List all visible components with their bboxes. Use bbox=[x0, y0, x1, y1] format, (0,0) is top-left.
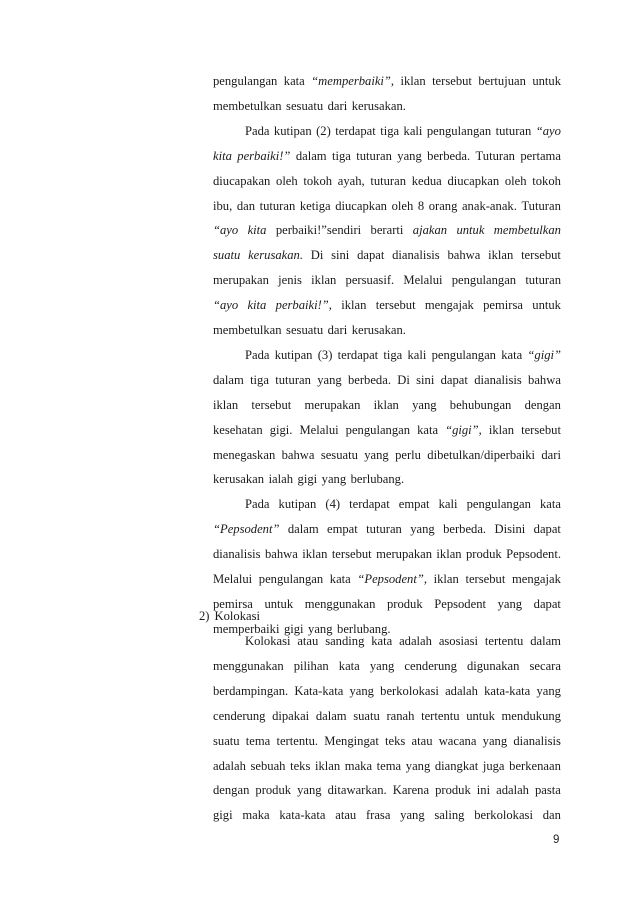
word: dari bbox=[541, 447, 561, 462]
text-line bbox=[213, 293, 561, 317]
word: pertama bbox=[520, 148, 561, 163]
word: kutipan bbox=[274, 347, 313, 362]
word: kata bbox=[329, 572, 351, 586]
word: ayah, bbox=[337, 173, 365, 188]
text-line bbox=[213, 467, 561, 491]
word: bahwa bbox=[528, 372, 561, 387]
text-line bbox=[213, 704, 561, 728]
text-line bbox=[213, 69, 561, 93]
word: tertentu bbox=[484, 634, 524, 648]
word: juga bbox=[482, 758, 505, 773]
word: ditawarkan. bbox=[327, 783, 387, 798]
word: cenderung bbox=[213, 708, 266, 723]
word: kedua bbox=[411, 173, 442, 188]
word: ranah bbox=[386, 708, 415, 723]
word: yang bbox=[400, 808, 425, 823]
word: adalah bbox=[496, 783, 529, 798]
text-line bbox=[245, 119, 561, 143]
text-line bbox=[213, 194, 561, 218]
word: kita bbox=[247, 298, 267, 313]
word: Mengingat bbox=[324, 733, 379, 748]
word: kita bbox=[213, 148, 232, 163]
word: tuturan bbox=[495, 123, 532, 138]
word: ini bbox=[476, 783, 491, 798]
word: yang bbox=[308, 621, 333, 636]
word: pengulangan bbox=[466, 497, 531, 512]
word: diucapkan bbox=[335, 198, 387, 213]
word: terdapat bbox=[335, 123, 376, 138]
word: kita bbox=[247, 223, 267, 238]
word: dengan bbox=[524, 397, 561, 412]
word: 8 bbox=[417, 198, 425, 213]
word: empat bbox=[398, 497, 430, 512]
word: kata-kata bbox=[484, 683, 531, 698]
word: iklan bbox=[488, 248, 514, 263]
page-number: 9 bbox=[553, 834, 560, 846]
word: jenis bbox=[278, 273, 302, 288]
word: gigi bbox=[283, 621, 304, 636]
word: digunakan bbox=[466, 658, 520, 673]
word: berkolokasi bbox=[380, 683, 439, 698]
word: tersebut bbox=[251, 397, 292, 412]
word: yang bbox=[349, 683, 374, 698]
word: iklan bbox=[314, 758, 341, 773]
word: teks bbox=[290, 758, 311, 773]
word: merupakan bbox=[213, 273, 269, 288]
word: sebuah bbox=[250, 758, 286, 773]
word: adalah bbox=[445, 683, 478, 698]
word: Di bbox=[310, 248, 324, 263]
word: Di bbox=[397, 372, 410, 387]
word: tertentu bbox=[421, 708, 460, 723]
word: pengulangan bbox=[213, 74, 278, 88]
word: mengajak bbox=[424, 298, 474, 313]
word: “gigi” bbox=[527, 347, 561, 362]
word: tiga bbox=[383, 347, 403, 362]
word: persuasif. bbox=[345, 273, 395, 288]
word: membetulkan bbox=[493, 223, 561, 238]
word: mendukung bbox=[501, 708, 561, 723]
word: yang bbox=[397, 148, 422, 163]
word: bahwa bbox=[264, 547, 298, 562]
word: maka bbox=[344, 758, 373, 773]
word: wacana bbox=[438, 733, 477, 748]
word: tersebut bbox=[521, 422, 561, 437]
word: sanding bbox=[325, 634, 365, 648]
word: (3) bbox=[317, 347, 333, 362]
word: anak-anak. bbox=[461, 198, 517, 213]
word: dapat bbox=[533, 596, 561, 611]
word: pengulangan bbox=[431, 347, 496, 362]
text-line bbox=[213, 318, 561, 342]
word: bahwa bbox=[447, 248, 481, 263]
word: iklan bbox=[400, 74, 426, 88]
word: tema bbox=[376, 758, 402, 773]
text-line bbox=[213, 679, 561, 703]
text-line bbox=[213, 268, 561, 292]
word: untuk bbox=[532, 298, 561, 313]
section-heading bbox=[199, 604, 265, 628]
word: berkolokasi bbox=[474, 808, 533, 823]
word: dari bbox=[327, 98, 348, 113]
word: Kolokasi bbox=[245, 634, 291, 648]
word: dengan bbox=[213, 783, 250, 798]
word: (2) bbox=[316, 123, 331, 138]
text-line bbox=[213, 803, 561, 827]
word: perbaiki!”sendiri bbox=[275, 223, 362, 238]
word: suatu bbox=[213, 733, 240, 748]
word: saling bbox=[434, 808, 465, 823]
word: produk bbox=[255, 783, 292, 798]
word: kata bbox=[539, 497, 561, 512]
word: gigi bbox=[297, 472, 318, 487]
word: dan bbox=[542, 808, 561, 823]
word: iklan bbox=[436, 547, 462, 562]
word: yang bbox=[369, 658, 395, 673]
word: “Pepsodent”, bbox=[357, 572, 428, 586]
word: yang bbox=[364, 447, 389, 462]
word: merupakan bbox=[376, 547, 433, 562]
word: sini bbox=[331, 248, 350, 263]
word: sini bbox=[416, 372, 435, 387]
word: Pada bbox=[245, 347, 270, 362]
word: berdampingan. bbox=[213, 683, 289, 698]
word: pengulangan bbox=[451, 273, 517, 288]
word: “Pepsodent” bbox=[213, 522, 280, 537]
word: tersebut bbox=[432, 74, 472, 88]
word: produk bbox=[435, 783, 471, 798]
word: produk bbox=[386, 596, 423, 611]
word: yang bbox=[482, 733, 508, 748]
text-line bbox=[213, 94, 561, 118]
word: menggunakan bbox=[304, 596, 376, 611]
word: iklan bbox=[213, 397, 239, 412]
word: maka bbox=[242, 808, 270, 823]
word: tuturan bbox=[259, 198, 296, 213]
word: suatu bbox=[213, 248, 241, 263]
word: membetulkan bbox=[213, 323, 282, 337]
text-line bbox=[213, 592, 561, 616]
word: Melalui bbox=[403, 273, 443, 288]
word: iklan bbox=[302, 547, 328, 562]
word: adalah bbox=[213, 758, 246, 773]
word: dalam bbox=[530, 634, 561, 648]
word: asosiasi bbox=[438, 634, 478, 648]
word: kata bbox=[338, 658, 360, 673]
word: memperbaiki bbox=[213, 621, 280, 636]
word: pengulangan bbox=[258, 572, 324, 586]
text-line bbox=[213, 443, 561, 467]
word: tiga bbox=[250, 372, 269, 387]
word: kerusakan bbox=[213, 472, 265, 487]
word: secara bbox=[529, 658, 561, 673]
text-line bbox=[213, 542, 561, 566]
word: tersebut bbox=[375, 298, 416, 313]
word: dapat bbox=[440, 372, 468, 387]
word: (4) bbox=[325, 497, 341, 512]
word: bahwa bbox=[281, 447, 315, 462]
word: gigi. bbox=[269, 422, 293, 437]
word: ajakan bbox=[412, 223, 448, 238]
text-line bbox=[213, 778, 561, 802]
section-number: 2) bbox=[199, 609, 210, 623]
word: dapat bbox=[357, 248, 385, 263]
word: kata-kata bbox=[279, 808, 326, 823]
word: Pepsodent bbox=[434, 596, 486, 611]
word: berarti bbox=[370, 223, 404, 238]
word: tokoh bbox=[303, 173, 333, 188]
word: produk bbox=[466, 547, 502, 562]
word: diangkat bbox=[434, 758, 479, 773]
word: Kata-kata bbox=[294, 683, 344, 698]
word: tuturan bbox=[356, 148, 392, 163]
word: dibetulkan/diperbaiki bbox=[427, 447, 536, 462]
word: tuturan bbox=[370, 173, 407, 188]
word: Pada bbox=[245, 497, 270, 512]
word: “ayo bbox=[213, 223, 239, 238]
word: perbaiki!” bbox=[237, 148, 291, 163]
word: berlubang. bbox=[350, 472, 405, 487]
word: tersebut bbox=[465, 572, 506, 586]
word: berbeda. bbox=[347, 372, 391, 387]
word: Melalui bbox=[299, 422, 339, 437]
word: berbeda. bbox=[427, 148, 471, 163]
word: dalam bbox=[295, 148, 327, 163]
word: tokoh bbox=[532, 173, 561, 188]
word: kata bbox=[371, 634, 393, 648]
text-line bbox=[213, 218, 561, 242]
word: iklan bbox=[373, 397, 399, 412]
word: “ayo bbox=[213, 298, 239, 313]
word: diucapakan bbox=[213, 173, 271, 188]
word: kata bbox=[501, 347, 523, 362]
word: tuturan bbox=[275, 372, 311, 387]
word: membetulkan bbox=[213, 98, 282, 113]
text-line bbox=[213, 567, 561, 591]
word: teks bbox=[385, 733, 406, 748]
word: pengulangan bbox=[345, 422, 411, 437]
word: merupakan bbox=[304, 397, 361, 412]
word: dipakai bbox=[272, 708, 310, 723]
word: kata bbox=[417, 422, 439, 437]
word: Pada bbox=[245, 123, 270, 138]
word: dalam bbox=[287, 522, 319, 537]
word: dianalisis bbox=[474, 372, 522, 387]
word: dianalisis bbox=[213, 547, 261, 562]
word: pasta bbox=[535, 783, 561, 798]
word: yang bbox=[405, 758, 431, 773]
word: menegaskan bbox=[213, 447, 276, 462]
word: Tuturan bbox=[521, 198, 561, 213]
word: pemirsa bbox=[213, 596, 253, 611]
word: sesuatu bbox=[286, 323, 324, 337]
text-line bbox=[213, 144, 561, 168]
word: kerusakan. bbox=[351, 323, 406, 337]
word: tersebut bbox=[331, 547, 372, 562]
word: gigi bbox=[213, 808, 233, 823]
word: dalam bbox=[213, 372, 244, 387]
word: terdapat bbox=[349, 497, 390, 512]
word: perbaiki!”, bbox=[275, 298, 332, 313]
word: iklan bbox=[311, 273, 337, 288]
word: “memperbaiki”, bbox=[311, 74, 395, 88]
word: kata bbox=[283, 74, 305, 88]
text-line bbox=[213, 393, 561, 417]
word: kali bbox=[403, 123, 423, 138]
word: sesuatu bbox=[286, 98, 324, 113]
word: yang bbox=[321, 472, 347, 487]
word: cenderung bbox=[404, 658, 457, 673]
word: bertujuan bbox=[478, 74, 526, 88]
word: tiga bbox=[380, 123, 400, 138]
word: kutipan bbox=[278, 497, 317, 512]
word: “ayo bbox=[535, 123, 561, 138]
word: dianalisis bbox=[513, 733, 561, 748]
word: kali bbox=[438, 497, 458, 512]
word: iklan bbox=[341, 298, 367, 313]
word: iklan bbox=[433, 572, 459, 586]
text-line bbox=[213, 418, 561, 442]
word: untuk bbox=[456, 223, 485, 238]
word: dianalisis bbox=[392, 248, 440, 263]
word: dalam bbox=[315, 708, 347, 723]
word: kutipan bbox=[273, 123, 312, 138]
word: “gigi”, bbox=[445, 422, 482, 437]
word: adalah bbox=[399, 634, 432, 648]
text-line bbox=[213, 517, 561, 541]
word: kerusakan. bbox=[351, 98, 406, 113]
word: ialah bbox=[268, 472, 294, 487]
word: yang bbox=[410, 522, 435, 537]
word: empat bbox=[327, 522, 358, 537]
word: untuk bbox=[532, 74, 561, 88]
word: oleh bbox=[504, 173, 527, 188]
word: atau bbox=[411, 733, 433, 748]
word: berlubang. bbox=[337, 621, 391, 636]
section-title: Kolokasi bbox=[214, 609, 260, 623]
word: pemirsa bbox=[483, 298, 523, 313]
word: berkenaan bbox=[509, 758, 561, 773]
word: Disini bbox=[494, 522, 526, 537]
word: pilihan bbox=[293, 658, 329, 673]
word: tertentu. bbox=[276, 733, 319, 748]
word: menggunakan bbox=[213, 658, 284, 673]
word: yang bbox=[536, 683, 561, 698]
text-line bbox=[213, 754, 561, 778]
word: yang bbox=[297, 783, 322, 798]
word: perlu bbox=[395, 447, 421, 462]
text-line bbox=[245, 629, 561, 653]
word: sesuatu bbox=[320, 447, 358, 462]
word: Melalui bbox=[213, 572, 253, 586]
word: ketiga bbox=[299, 198, 331, 213]
word: Pepsodent. bbox=[506, 547, 561, 562]
word: yang bbox=[317, 372, 342, 387]
word: tuturan bbox=[525, 273, 561, 288]
text-line bbox=[213, 654, 561, 678]
word: berbeda. bbox=[443, 522, 487, 537]
word: kesehatan bbox=[213, 422, 263, 437]
word: Tuturan bbox=[475, 148, 515, 163]
word: atau bbox=[297, 634, 319, 648]
text-line bbox=[245, 343, 561, 367]
word: kali bbox=[407, 347, 427, 362]
word: oleh bbox=[391, 198, 414, 213]
word: frasa bbox=[365, 808, 391, 823]
word: orang bbox=[428, 198, 458, 213]
text-line bbox=[245, 492, 561, 516]
word: dapat bbox=[533, 522, 561, 537]
word: yang bbox=[412, 397, 437, 412]
word: untuk bbox=[466, 708, 495, 723]
word: terdapat bbox=[337, 347, 379, 362]
word: tema bbox=[245, 733, 271, 748]
word: atau bbox=[335, 808, 357, 823]
text-line bbox=[213, 169, 561, 193]
text-line bbox=[213, 368, 561, 392]
word: ibu, bbox=[213, 198, 233, 213]
word: tiga bbox=[331, 148, 351, 163]
word: untuk bbox=[264, 596, 294, 611]
word: pengulangan bbox=[426, 123, 492, 138]
text-line bbox=[213, 729, 561, 753]
word: tersebut bbox=[521, 248, 561, 263]
word: suatu bbox=[353, 708, 380, 723]
word: dari bbox=[327, 323, 348, 337]
word: dan bbox=[236, 198, 256, 213]
word: diucapkan bbox=[447, 173, 500, 188]
word: tuturan bbox=[366, 522, 402, 537]
word: mengajak bbox=[511, 572, 561, 586]
word: iklan bbox=[488, 422, 515, 437]
text-line bbox=[213, 243, 561, 267]
word: oleh bbox=[276, 173, 298, 188]
word: kerusakan. bbox=[248, 248, 303, 263]
word: Karena bbox=[392, 783, 430, 798]
word: behubungan bbox=[449, 397, 512, 412]
word: yang bbox=[497, 596, 523, 611]
